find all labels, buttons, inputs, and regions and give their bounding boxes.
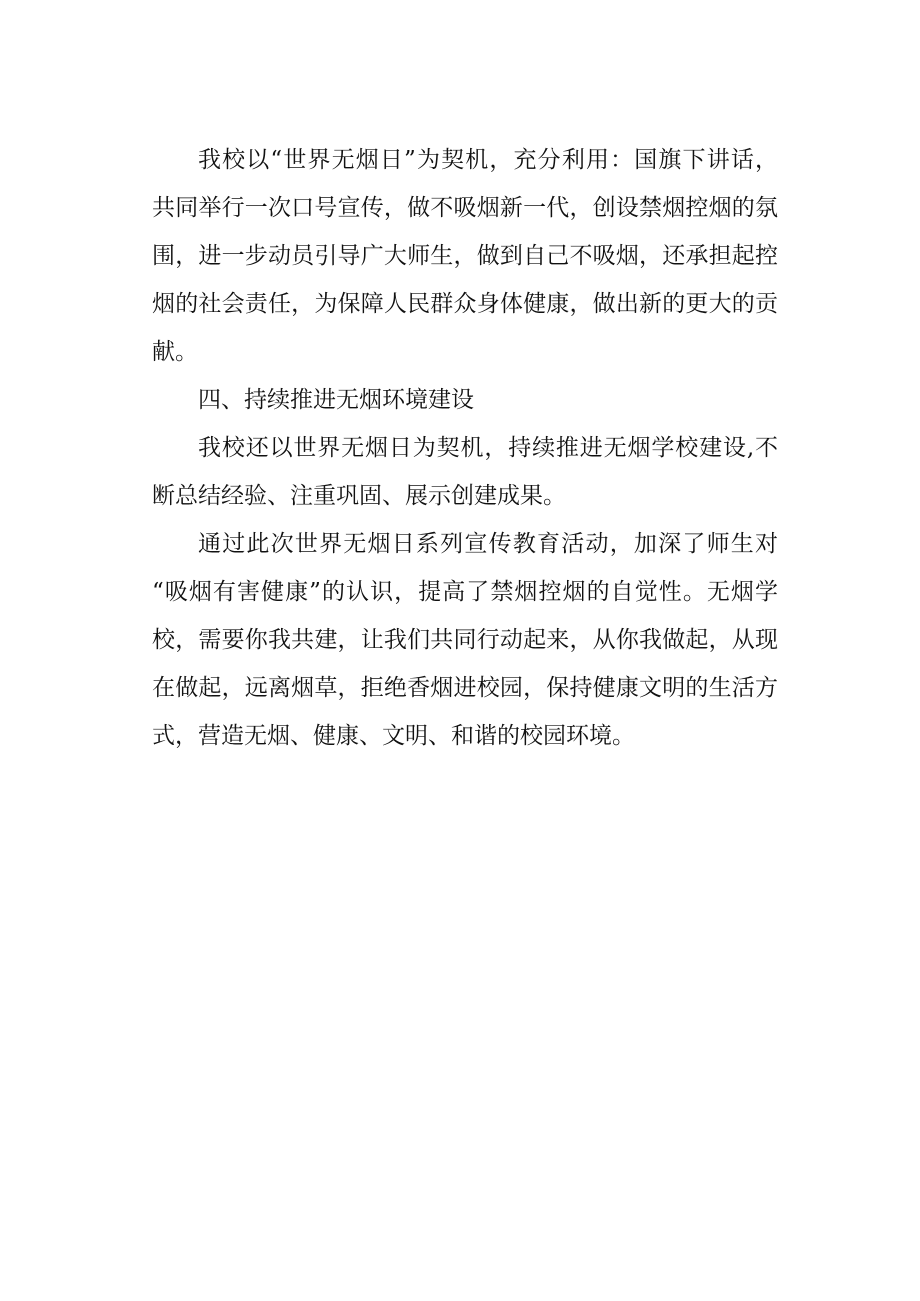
- text-line: 断总结经验、注重巩固、展示创建成果。: [152, 483, 566, 509]
- text-line: 在做起，远离烟草，拒绝香烟进校园，保持健康文明的生活方: [152, 675, 778, 701]
- text-line: 通过此次世界无烟日系列宣传教育活动，加深了师生对: [198, 531, 778, 557]
- paragraph-campaign: [152, 136, 778, 376]
- text-line: 烟的社会责任，为保障人民群众身体健康，做出新的更大的贡: [152, 291, 778, 317]
- text-line: 围，进一步动员引导广大师生，做到自己不吸烟，还承担起控: [152, 243, 778, 269]
- text-line: 献。: [152, 339, 198, 365]
- paragraph-conclusion: [152, 520, 778, 760]
- section-heading: [152, 376, 778, 424]
- text-line: “吸烟有害健康”的认识，提高了禁烟控烟的自觉性。无烟学: [152, 579, 778, 605]
- paragraph-environment: [152, 424, 778, 520]
- document-page: [152, 136, 778, 760]
- text-line: 校，需要你我共建，让我们共同行动起来，从你我做起，从现: [152, 627, 778, 653]
- heading-text: 四、持续推进无烟环境建设: [198, 387, 474, 413]
- text-line: 我校还以世界无烟日为契机，持续推进无烟学校建设,不: [198, 435, 778, 461]
- text-line: 我校以“世界无烟日”为契机，充分利用：国旗下讲话，: [198, 147, 778, 173]
- text-line: 共同举行一次口号宣传，做不吸烟新一代，创设禁烟控烟的氛: [152, 195, 778, 221]
- text-line: 式，营造无烟、健康、文明、和谐的校园环境。: [152, 723, 635, 749]
